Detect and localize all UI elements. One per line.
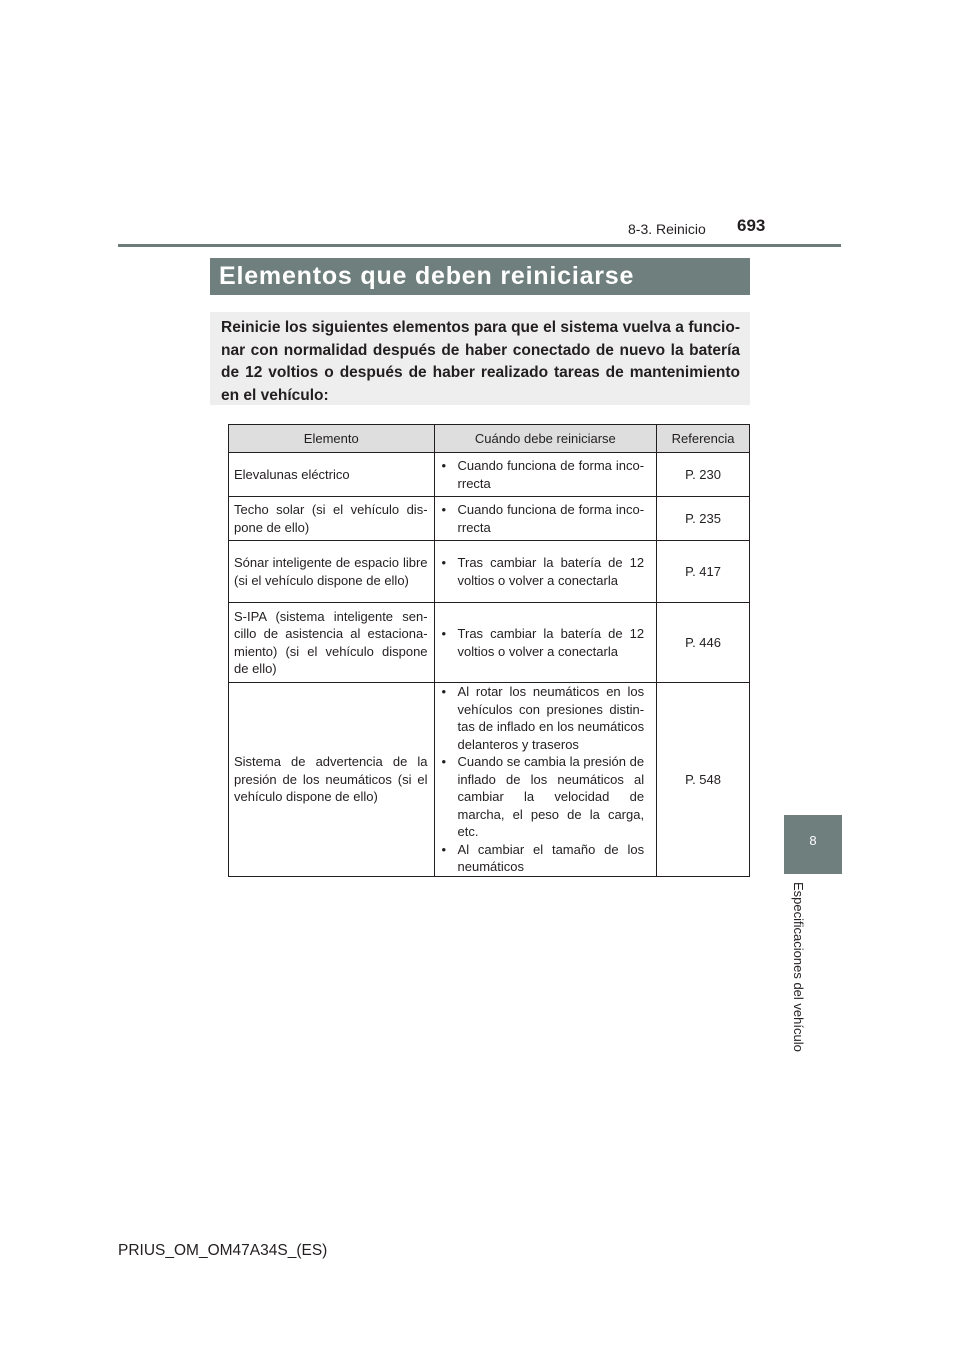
- condition-text: Al rotar los neumáticos en los vehículos con presiones distin-tas de inflado en los neumáticos delanteros y traseros: [457, 684, 645, 752]
- chapter-label: Especificaciones del vehículo: [791, 882, 806, 1052]
- bullet-icon: •: [441, 458, 447, 473]
- reference-link[interactable]: P. 230: [657, 453, 750, 497]
- condition-item: [442, 625, 645, 660]
- bullet-icon: •: [441, 754, 447, 769]
- reference-link[interactable]: P. 548: [657, 683, 750, 877]
- table-header-row: [229, 425, 750, 453]
- bullet-icon: •: [441, 555, 447, 570]
- table-row: [229, 603, 750, 683]
- condition-cell: [434, 603, 657, 683]
- condition-cell: [434, 453, 657, 497]
- condition-text: Cuando funciona de forma inco-rrecta: [457, 458, 645, 491]
- table-row: [229, 541, 750, 603]
- element-cell: Sistema de advertencia de la presión de los neumáticos (si el vehículo dispone de ello): [229, 683, 435, 877]
- bullet-icon: •: [441, 684, 447, 699]
- column-header-when: Cuándo debe reiniciarse: [434, 425, 657, 453]
- condition-cell: [434, 497, 657, 541]
- reference-link[interactable]: P. 446: [657, 603, 750, 683]
- table-row: [229, 683, 750, 877]
- document-code: PRIUS_OM_OM47A34S_(ES): [118, 1242, 328, 1259]
- element-cell: Sónar inteligente de espacio libre (si el vehículo dispone de ello): [229, 541, 435, 603]
- condition-item: [442, 501, 645, 536]
- bullet-icon: •: [441, 502, 447, 517]
- condition-item: [442, 753, 645, 841]
- element-cell: Techo solar (si el vehículo dis-pone de ello): [229, 497, 435, 541]
- condition-item: [442, 841, 645, 876]
- element-cell: Elevalunas eléctrico: [229, 453, 435, 497]
- section-title: Elementos que deben reiniciarse: [210, 258, 750, 295]
- table-row: [229, 453, 750, 497]
- condition-text: Al cambiar el tamaño de los neumáticos: [457, 841, 645, 874]
- page-number: 693: [737, 216, 766, 235]
- header-divider: [118, 244, 841, 247]
- reference-link[interactable]: P. 235: [657, 497, 750, 541]
- bullet-icon: •: [441, 841, 447, 857]
- condition-text: Cuando funciona de forma inco-rrecta: [457, 502, 645, 535]
- element-cell: S-IPA (sistema inteligente sen-cillo de asistencia al estaciona-miento) (si el vehículo dispone de ello): [229, 603, 435, 683]
- condition-item: [442, 683, 645, 753]
- condition-text: Tras cambiar la batería de 12 voltios o volver a conectarla: [457, 555, 645, 588]
- reset-items-table: [228, 424, 750, 877]
- condition-item: [442, 554, 645, 589]
- column-header-element: Elemento: [229, 425, 435, 453]
- condition-text: Cuando se cambia la presión de inflado de los neumáticos al cambiar la velocidad de marcha, el peso de la carga, etc.: [457, 754, 645, 839]
- column-header-reference: Referencia: [657, 425, 750, 453]
- intro-paragraph: Reinicie los siguientes elementos para que el sistema vuelva a funcio-nar con normalidad después de haber conectado de nuevo la batería de 12 voltios o después de haber realizado tareas de mantenimiento en el vehículo:: [210, 312, 750, 405]
- bullet-icon: •: [441, 626, 447, 641]
- reference-link[interactable]: P. 417: [657, 541, 750, 603]
- chapter-tab[interactable]: 8: [784, 815, 842, 874]
- table-row: [229, 497, 750, 541]
- section-label: 8-3. Reinicio: [628, 221, 706, 237]
- condition-cell: [434, 541, 657, 603]
- condition-text: Tras cambiar la batería de 12 voltios o volver a conectarla: [457, 626, 645, 659]
- condition-cell: [434, 683, 657, 877]
- condition-item: [442, 457, 645, 492]
